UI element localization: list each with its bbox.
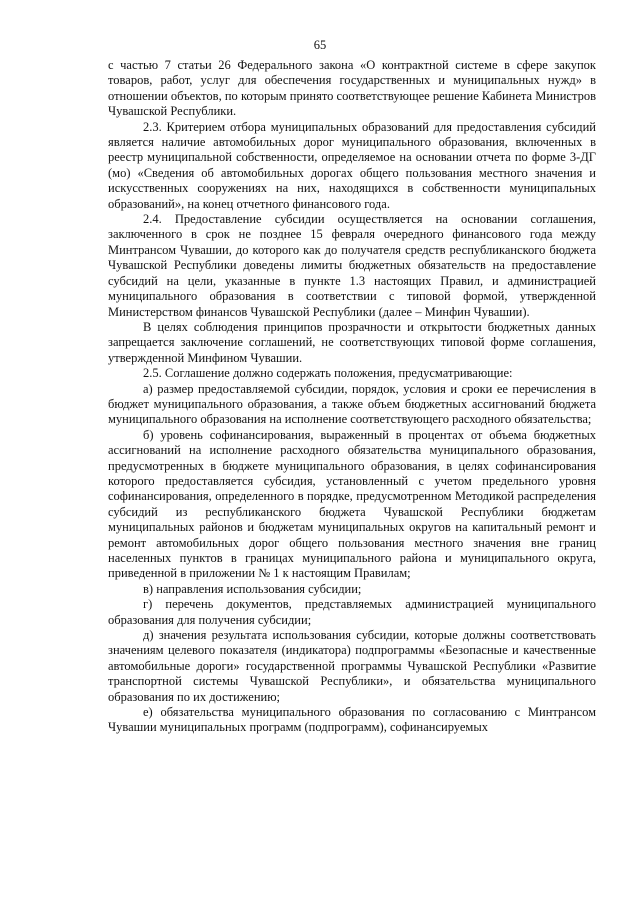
paragraph: д) значения результата использования субсидии, которые должны соответствовать значениям целевого показателя (индикатора) подпрограммы «Безопасные и качественные автомобильные дороги» государственной программы Чувашской Республики «Развитие транспортной системы Чувашской Республики», и обязательства муниципального образования по их достижению; <box>108 628 596 704</box>
paragraph: 2.3. Критерием отбора муниципальных образований для предоставления субсидий является наличие автомобильных дорог муниципального образования, включенных в реестр муниципальной собственности, определяемое на основании отчета по форме 3-ДГ (мо) «Сведения об автомобильных дорогах общего пользования местного значения и искусственных сооружениях на них, находящихся в собственности муниципальных образований», на конец отчетного финансового года. <box>108 119 596 211</box>
paragraph: 2.4. Предоставление субсидии осуществляется на основании соглашения, заключенного в срок не позднее 15 февраля очередного финансового года между Минтрансом Чувашии, до которого как до получателя средств республиканского бюджета Чувашской Республики доведены лимиты бюджетных обязательств на предоставление субсидий на цели, указанные в пункте 1.3 настоящих Правил, и администрацией муниципального образования в соответствии с типовой формой, утвержденной Министерством финансов Чувашской Республики (далее – Минфин Чувашии). <box>108 212 596 319</box>
paragraph: б) уровень софинансирования, выраженный в процентах от объема бюджетных ассигнований на исполнение расходного обязательства муниципального образования, предусмотренных в бюджете муниципального образования, в целях софинансирования которого предоставляется субсидия, установленный с учетом предельного уровня софинансирования, определенного в порядке, предусмотренном Методикой распределения субсидий из республиканского бюджета Чувашской Республики бюджетам муниципальных районов и бюджетам муниципальных округов на капитальный ремонт и ремонт автомобильных дорог общего пользования местного значения вне границ населенных пунктов в границах муниципального района и муниципального округа, приведенной в приложении № 1 к настоящим Правилам; <box>108 427 596 581</box>
page-number: 65 <box>313 38 327 52</box>
paragraph: 2.5. Соглашение должно содержать положения, предусматривающие: <box>143 366 513 381</box>
paragraph: с частью 7 статьи 26 Федерального закона «О контрактной системе в сфере закупок товаров, работ, услуг для обеспечения государственных и муниципальных нужд» в отношении объектов, по которым принято соответствующее решение Кабинета Министров Чувашской Республики. <box>108 58 596 119</box>
document-body <box>108 58 596 736</box>
paragraph: в) направления использования субсидии; <box>143 581 362 596</box>
paragraph: г) перечень документов, представляемых администрацией муниципального образования для получения субсидии; <box>108 597 596 627</box>
paragraph: а) размер предоставляемой субсидии, порядок, условия и сроки ее перечисления в бюджет муниципального образования, а также объем бюджетных ассигнований бюджета муниципального образования на исполнение соответствующего расходного обязательства; <box>108 381 596 427</box>
paragraph: В целях соблюдения принципов прозрачности и открытости бюджетных данных запрещается заключение соглашений, не соответствующих типовой форме соглашения, утвержденной Минфином Чувашии. <box>108 319 596 365</box>
paragraph: е) обязательства муниципального образования по согласованию с Минтрансом Чувашии муниципальных программ (подпрограмм), софинансируемых <box>108 705 596 735</box>
